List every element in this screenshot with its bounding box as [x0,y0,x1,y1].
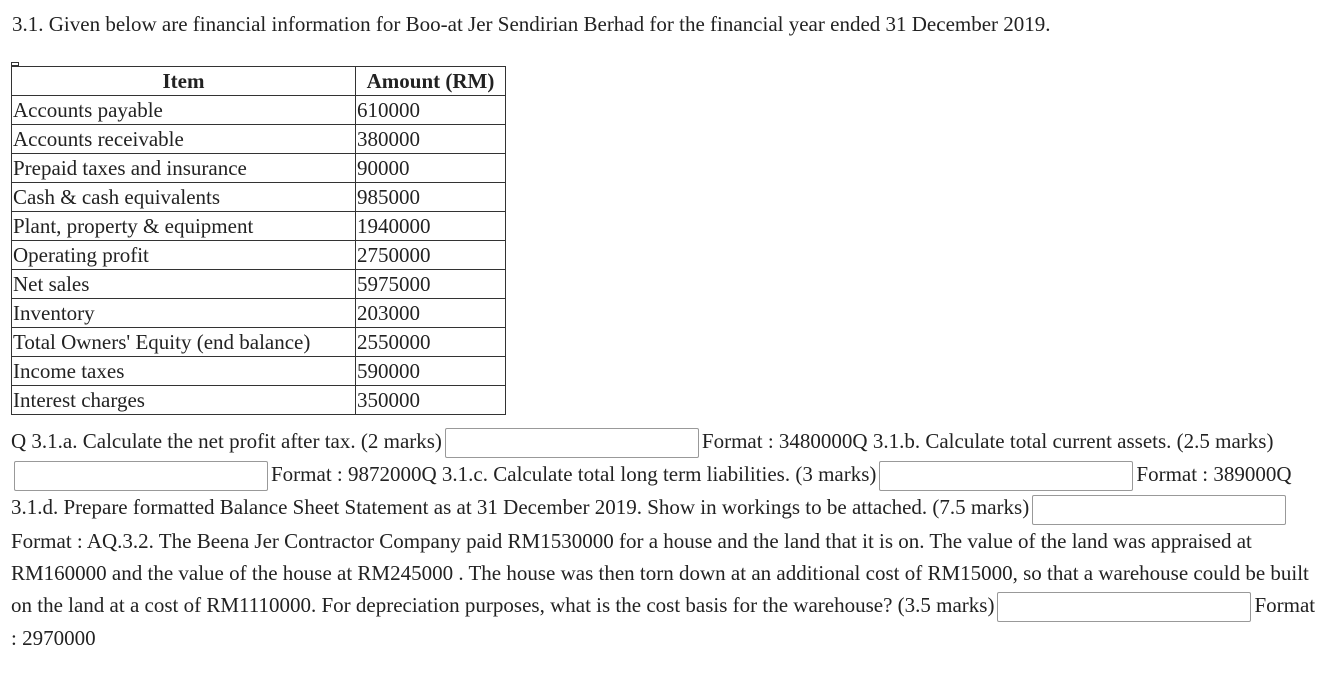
amount-cell: 2750000 [356,241,506,270]
item-cell: Plant, property & equipment [12,212,356,241]
amount-cell: 380000 [356,125,506,154]
question-3-1-a-format: Format : 3480000 [701,429,853,453]
item-cell: Total Owners' Equity (end balance) [12,328,356,357]
table-row [12,154,506,183]
item-cell: Accounts payable [12,96,356,125]
table-header-row [12,67,506,96]
amount-cell: 985000 [356,183,506,212]
table-row [12,328,506,357]
answer-3-1-c-input[interactable] [879,461,1133,491]
item-cell: Income taxes [12,357,356,386]
amount-cell: 90000 [356,154,506,183]
amount-cell: 1940000 [356,212,506,241]
table-row [12,357,506,386]
questions-block [11,425,1321,654]
answer-3-1-b-input[interactable] [14,461,268,491]
table-row [12,386,506,415]
question-3-1-b-text: Q 3.1.b. Calculate total current assets. (2.5 marks) [852,429,1274,453]
amount-cell: 5975000 [356,270,506,299]
table-row [12,125,506,154]
question-3-1-d-text: Q 3.1.d. Prepare formatted Balance Sheet Statement as at 31 December 2019. Show in workings to be attached. (7.5 marks) [11,462,1292,520]
question-3-2-format: Format : 2970000 [11,592,1316,650]
item-cell: Inventory [12,299,356,328]
amount-cell: 2550000 [356,328,506,357]
answer-3-1-a-input[interactable] [445,428,699,458]
question-3-1-c-text: Q 3.1.c. Calculate total long term liabilities. (3 marks) [421,462,877,487]
intro-text: 3.1. Given below are financial information for Boo-at Jer Sendirian Berhad for the financial year ended 31 December 2019. [12,12,1051,36]
question-3-1-d-format: Format : A [11,528,103,553]
item-cell: Prepaid taxes and insurance [12,154,356,183]
item-cell: Operating profit [12,241,356,270]
table-row [12,241,506,270]
amount-cell: 610000 [356,96,506,125]
answer-3-2-input[interactable] [997,592,1251,622]
column-header-item: Item [12,67,356,96]
question-3-1-a-text: Q 3.1.a. Calculate the net profit after tax. (2 marks) [11,429,442,453]
table-row [12,270,506,299]
table-row [12,96,506,125]
question-3-2-text: Q.3.2. The Beena Jer Contractor Company paid RM1530000 for a house and the land that it is on. The value of the land was appraised at RM160000 and the value of the house at RM245000 . The house was then torn down at an additional cost of RM15000, so that a warehouse could be built on the land at a cost of RM1110000. For depreciation purposes, what is the cost basis for the warehouse? (3.5 marks) [11,528,1309,617]
item-cell: Accounts receivable [12,125,356,154]
amount-cell: 203000 [356,299,506,328]
table-row [12,212,506,241]
item-cell: Interest charges [12,386,356,415]
question-3-1-c-format: Format : 389000 [1136,462,1277,487]
column-header-amount: Amount (RM) [356,67,506,96]
item-cell: Net sales [12,270,356,299]
table-row [12,183,506,212]
amount-cell: 590000 [356,357,506,386]
question-3-1-b-format: Format : 9872000 [271,462,422,487]
amount-cell: 350000 [356,386,506,415]
table-row [12,299,506,328]
item-cell: Cash & cash equivalents [12,183,356,212]
financial-table [11,66,506,415]
answer-3-1-d-input[interactable] [1032,495,1286,525]
